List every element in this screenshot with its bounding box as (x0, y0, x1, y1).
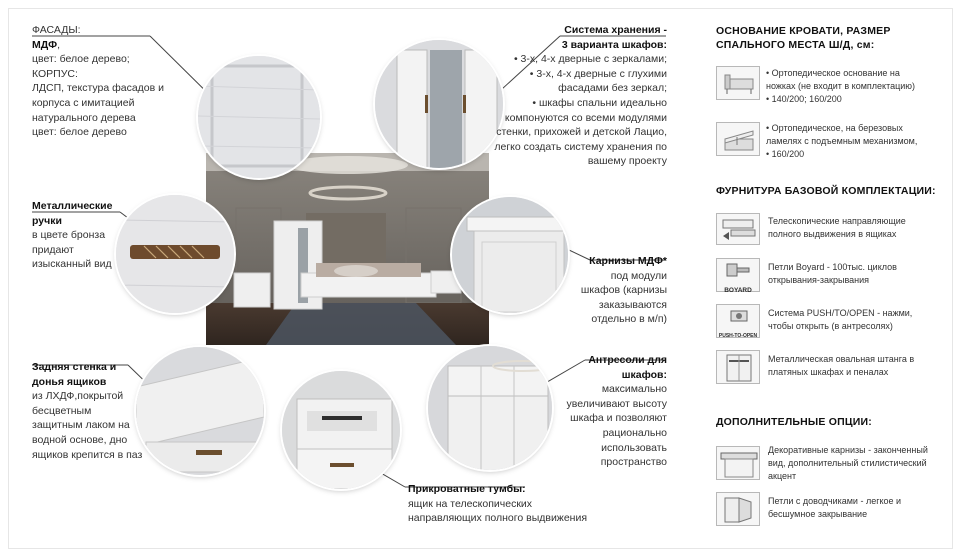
storage-block: Система хранения - 3 варианта шкафов: • 3-х, 4-х дверные с зеркалами; • 3-х, 4-х дверные с глухими фасадами без зеркал; • шкафы спальни идеально компонуются со всеми модулями стенки, прихожей и детской Лацио, легко создать систему хранения по вашему проекту (467, 23, 667, 169)
hardware-item-3: Система PUSH/TO/OPEN - нажми, чтобы открыть (в антресолях) (768, 308, 913, 331)
handle-photo (116, 195, 234, 313)
back-panel-block: Задняя стенка и донья ящиков из ЛХДФ,покрытой бесцветным защитным лаком на водной основе, дно ящиков крепится в паз (32, 361, 143, 461)
bedside-title: Прикроватные тумбы: (408, 483, 526, 495)
cornice-icon (716, 446, 760, 480)
handles-block: Металлические ручки в цвете бронза придают изысканный вид (32, 200, 113, 271)
mdf-label: МДФ (32, 38, 58, 51)
body-label: КОРПУС: (32, 67, 78, 80)
back-panel-title: Задняя стенка и (32, 361, 117, 373)
hardware-item-2: Петли Boyard - 100тыс. циклов открывания-закрывания (768, 262, 897, 285)
bedroom-photo (206, 153, 489, 345)
mezzanine-photo (428, 346, 552, 470)
storage-title: Система хранения - (564, 24, 667, 36)
bedside-block: Прикроватные тумбы: ящик на телескопических направляющих полного выдвижения (408, 483, 588, 525)
wardrobe-rod-icon (716, 350, 760, 384)
boyard-label: BOYARD (724, 287, 752, 294)
hardware-heading: ФУРНИТУРА БАЗОВОЙ КОМПЛЕКТАЦИИ: (716, 185, 936, 197)
facades-block: ФАСАДЫ: МДФ, цвет: белое дерево; КОРПУС: ЛДСП, текстура фасадов и корпуса с имитацией натурального дерева цвет: белое дерево (32, 24, 165, 139)
mezzanine-block: Антресоли для шкафов: максимально увеличивают высоту шкафа и позволяют рационально использовать пространство (537, 353, 667, 470)
hardware-item-1: Телескопические направляющие полного выдвижения в ящиках (768, 216, 906, 239)
bed-legs-icon (716, 66, 760, 100)
bedside-table-photo (282, 371, 400, 489)
mezzanine-title: Антресоли для (588, 354, 667, 366)
cornices-title: Карнизы МДФ* (589, 255, 667, 267)
bed-base-item-2: • Ортопедическое, на березовых ламелях с подъемным механизмом, • 160/200 (766, 123, 918, 159)
facade-color: цвет: белое дерево; (32, 53, 130, 66)
cornices-block: Карнизы МДФ* под модули шкафов (карнизы заказываются отдельно в м/п) (547, 254, 667, 327)
options-heading: ДОПОЛНИТЕЛЬНЫЕ ОПЦИИ: (716, 416, 872, 428)
bed-base-item-1: • Ортопедическое основание на ножках (не входит в комплектацию) • 140/200; 160/200 (766, 68, 916, 104)
facades-label: ФАСАДЫ: (32, 24, 81, 36)
bed-lift-icon (716, 122, 760, 156)
boyard-hinge-icon (716, 258, 760, 292)
facade-texture-photo (198, 56, 320, 178)
option-item-2: Петли с доводчиками - легкое и бесшумное закрывание (768, 496, 902, 519)
push-to-open-icon (716, 304, 760, 338)
handles-title: Металлические (32, 200, 113, 212)
drawer-photo (136, 347, 264, 475)
option-item-1: Декоративные карнизы - законченный вид, дополнительный стилистический акцент (768, 445, 928, 481)
soft-close-hinge-icon (716, 492, 760, 526)
push-to-open-label: PUSH-TO-OPEN (718, 333, 758, 339)
telescopic-rails-icon (716, 213, 760, 245)
hardware-item-4: Металлическая овальная штанга в платяных шкафах и пеналах (768, 354, 915, 377)
bed-base-heading: ОСНОВАНИЕ КРОВАТИ, РАЗМЕР СПАЛЬНОГО МЕСТА Ш/Д, см: (716, 25, 891, 51)
